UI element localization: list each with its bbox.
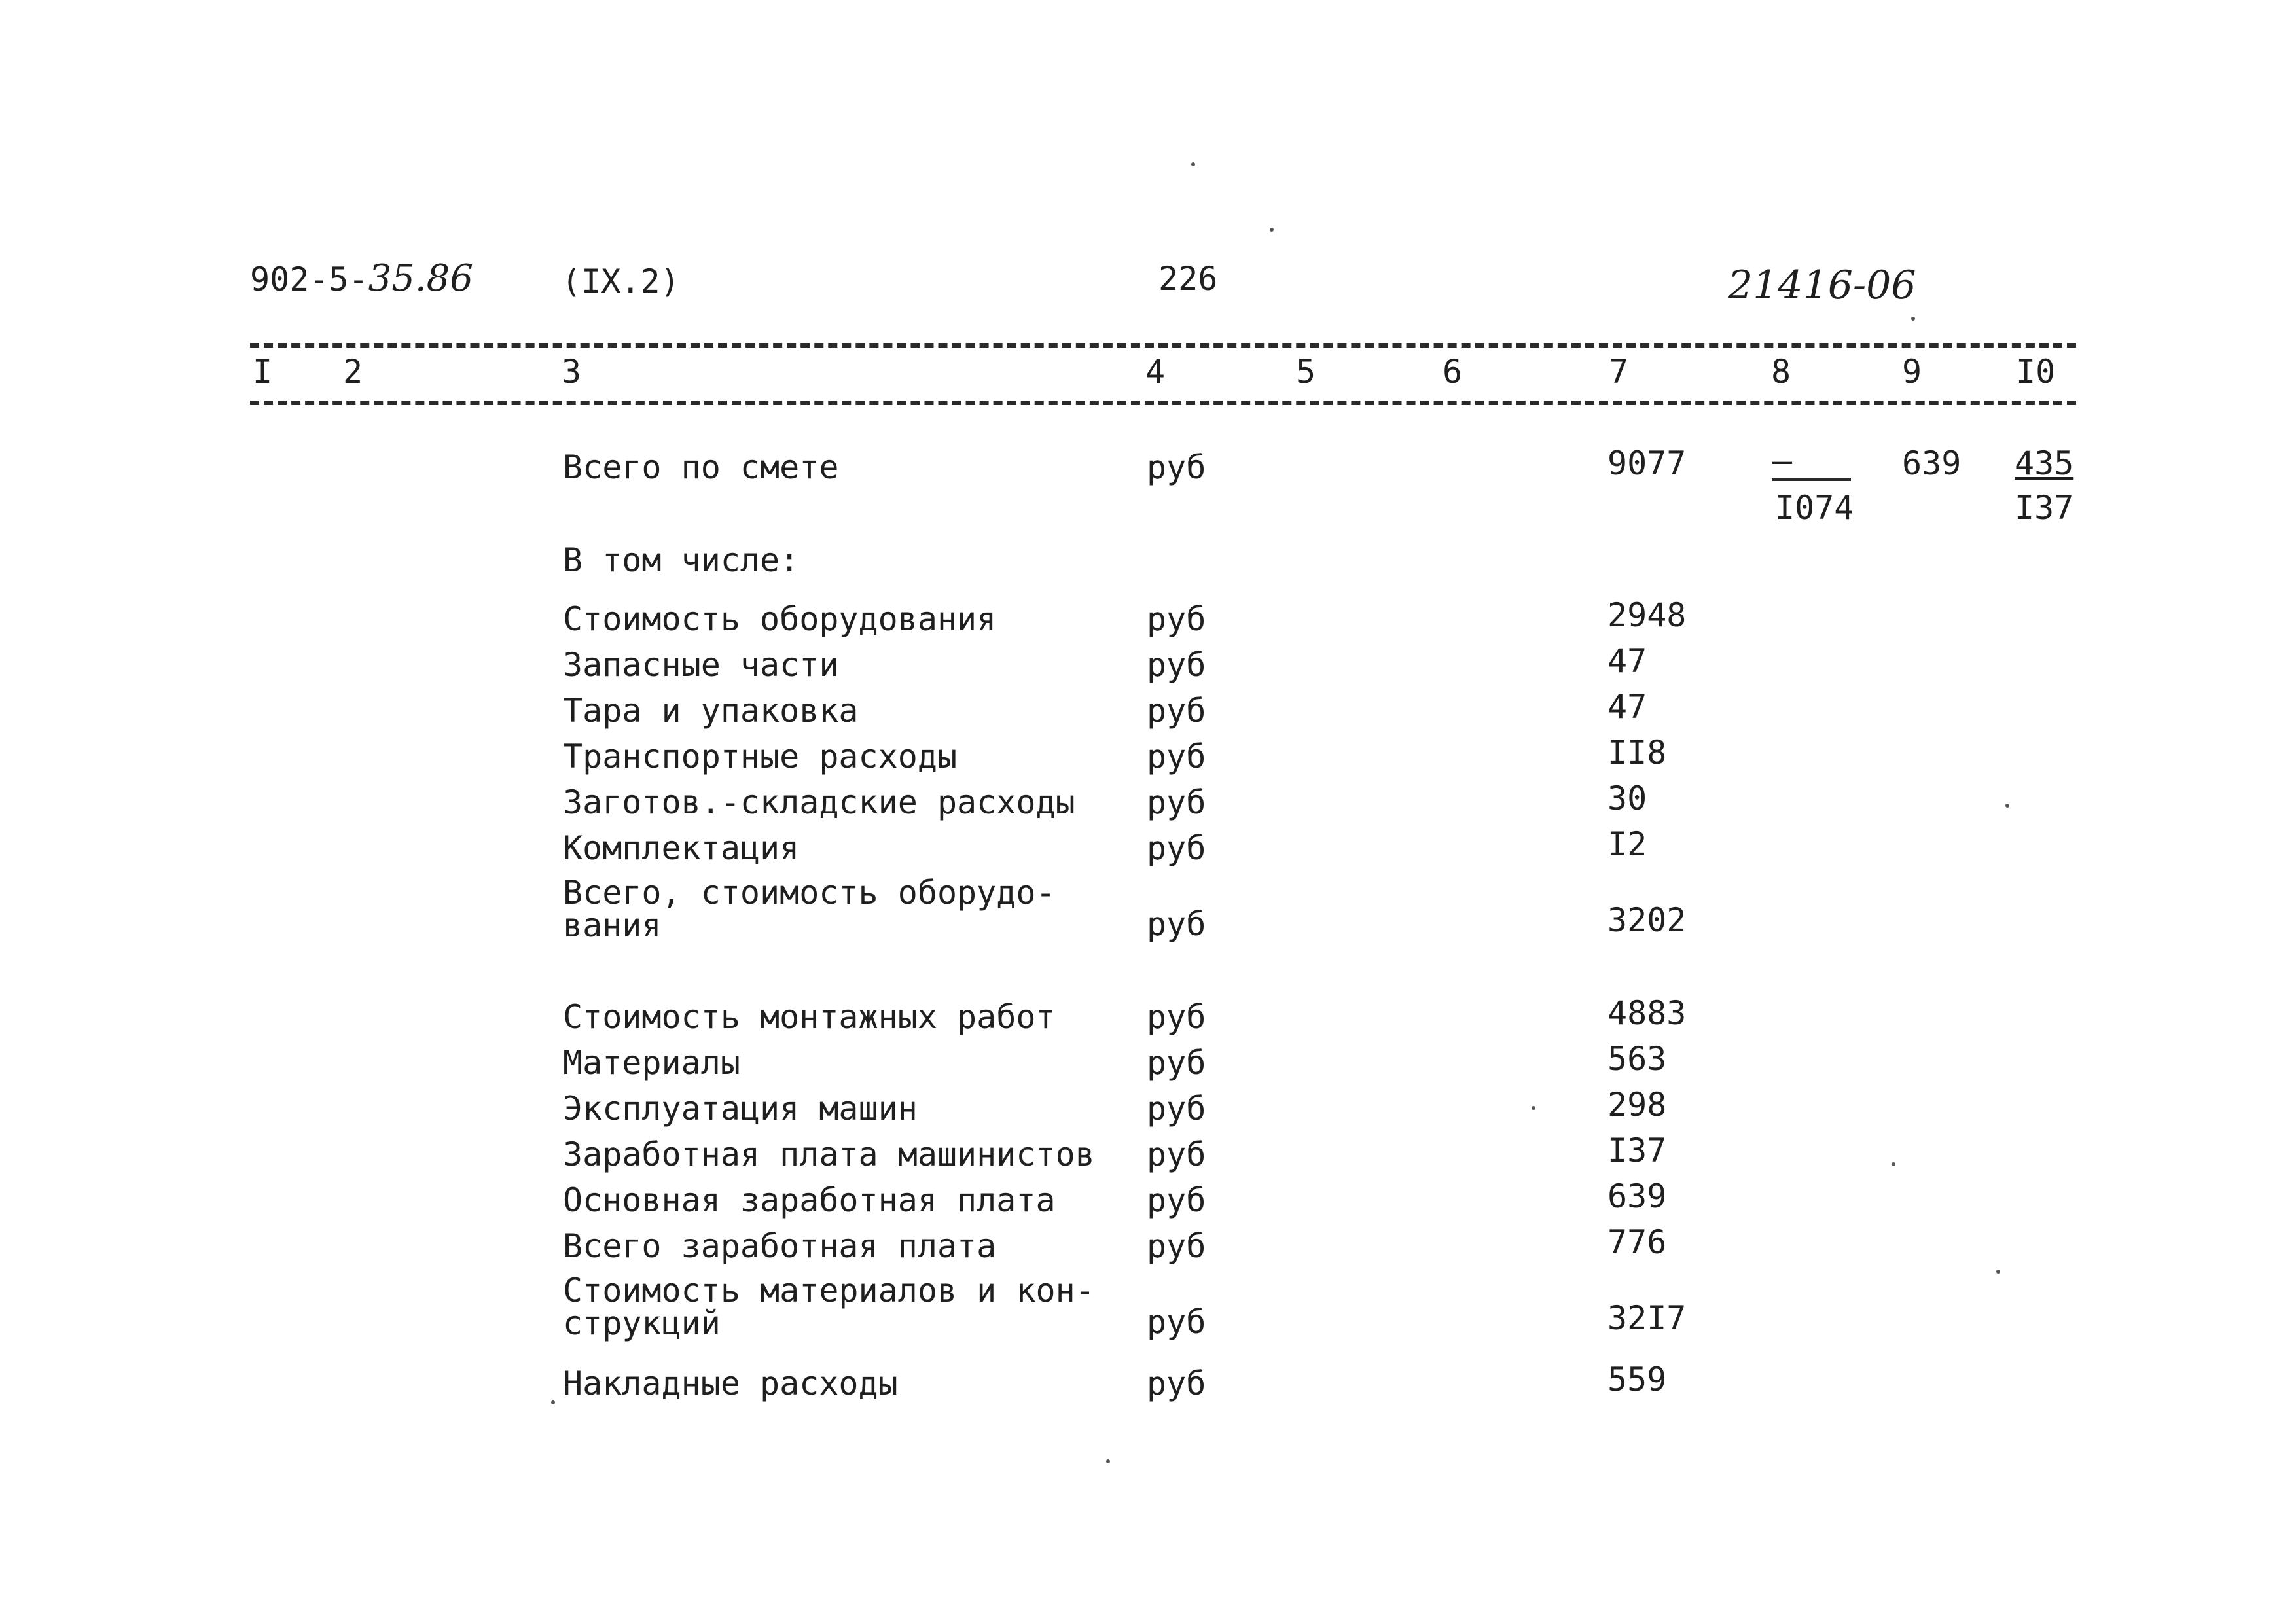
header-rule-bottom [250, 401, 2076, 405]
total-row-col10-bottom: I37 [2015, 489, 2074, 527]
row-value: 32I7 [1607, 1299, 1687, 1337]
total-row-col9: 639 [1902, 444, 1962, 482]
total-row-name: Всего по смете [563, 448, 839, 486]
row-value: 298 [1607, 1086, 1667, 1124]
row-value: 30 [1607, 779, 1647, 817]
scan-speck [1892, 1162, 1895, 1166]
scan-speck [1270, 228, 1274, 232]
row-name-packaging: Тара и упаковка [563, 692, 859, 730]
scan-speck [1996, 1270, 2000, 1274]
row-unit: руб [1147, 1135, 1206, 1173]
row-name-machine-operation: Эксплуатация машин [563, 1090, 918, 1128]
row-name-transport: Транспортные расходы [563, 738, 958, 776]
row-value: 4883 [1607, 994, 1687, 1032]
scan-speck [1532, 1106, 1535, 1110]
row-value: 47 [1607, 642, 1647, 680]
row-value: I2 [1607, 825, 1647, 863]
row-name-base-wages: Основная заработная плата [563, 1181, 1056, 1219]
document-code-prefix: 902-5- [250, 260, 368, 298]
row-unit: руб [1147, 1044, 1206, 1082]
row-name-completion: Комплектация [563, 829, 800, 867]
row-name-total-wages: Всего заработная плата [563, 1227, 997, 1265]
row-value: 3202 [1607, 901, 1687, 939]
row-unit: руб [1147, 1090, 1206, 1128]
row-value: 776 [1607, 1223, 1667, 1261]
row-name-equipment-total-line2: вания [563, 906, 662, 944]
row-unit: руб [1147, 1303, 1206, 1341]
row-unit: руб [1147, 829, 1206, 867]
row-name-warehouse: Заготов.-складские расходы [563, 783, 1075, 821]
total-row-unit: руб [1147, 448, 1206, 486]
row-value: 639 [1607, 1177, 1667, 1215]
page-number: 226 [1158, 260, 1218, 298]
row-unit: руб [1147, 998, 1206, 1036]
subheading: В том числе: [563, 541, 800, 579]
row-name-operator-wages: Заработная плата машинистов [563, 1135, 1095, 1173]
scan-speck [1191, 162, 1195, 166]
row-name-spare-parts: Запасные части [563, 646, 839, 684]
column-header-10: I0 [2016, 353, 2056, 391]
column-header-4: 4 [1145, 353, 1166, 391]
row-name-overhead: Накладные расходы [563, 1364, 898, 1402]
row-value: I37 [1607, 1132, 1667, 1169]
column-header-1: I [253, 353, 273, 391]
row-name-equipment-total-line1: Всего, стоимость оборудо- [563, 874, 1056, 912]
row-unit: руб [1147, 1364, 1206, 1402]
scan-speck [1106, 1459, 1110, 1463]
handwritten-number: 21416-06 [1728, 262, 1916, 308]
row-name-installation-cost: Стоимость монтажных работ [563, 998, 1056, 1036]
row-name-materials-structures-line2: струкций [563, 1304, 721, 1342]
column-header-2: 2 [343, 353, 363, 391]
row-value: 47 [1607, 688, 1647, 726]
document-code [250, 257, 473, 300]
column-header-8: 8 [1771, 353, 1791, 391]
row-unit: руб [1147, 692, 1206, 730]
column-header-9: 9 [1902, 353, 1922, 391]
row-value: 563 [1607, 1040, 1667, 1078]
row-value: 559 [1607, 1361, 1667, 1399]
document-code-handwritten: 35.86 [368, 257, 473, 300]
scan-speck [551, 1400, 555, 1404]
row-unit: руб [1147, 783, 1206, 821]
total-row-col8-top: – [1772, 442, 1793, 480]
scan-speck [1911, 317, 1915, 321]
row-name-equipment-cost: Стоимость оборудования [563, 600, 997, 638]
row-name-materials: Материалы [563, 1044, 740, 1082]
scan-speck [2005, 804, 2009, 808]
column-header-3: 3 [562, 353, 582, 391]
column-header-5: 5 [1296, 353, 1316, 391]
row-value: II8 [1607, 734, 1667, 772]
row-unit: руб [1147, 600, 1206, 638]
row-value: 2948 [1607, 596, 1687, 634]
row-name-materials-structures-line1: Стоимость материалов и кон- [563, 1272, 1095, 1310]
header-rule-top [250, 343, 2076, 348]
total-row-col8-bottom: I074 [1775, 489, 1854, 527]
column-header-6: 6 [1443, 353, 1463, 391]
row-unit: руб [1147, 1227, 1206, 1265]
column-header-7: 7 [1609, 353, 1629, 391]
row-unit: руб [1147, 738, 1206, 776]
section-label: (IX.2) [562, 262, 680, 300]
total-row-col8-fraction-bar [1772, 478, 1851, 481]
total-row-col10-top: 435 [2015, 444, 2074, 482]
total-row-col7: 9077 [1607, 444, 1687, 482]
row-unit: руб [1147, 646, 1206, 684]
row-unit: руб [1147, 905, 1206, 943]
row-unit: руб [1147, 1181, 1206, 1219]
